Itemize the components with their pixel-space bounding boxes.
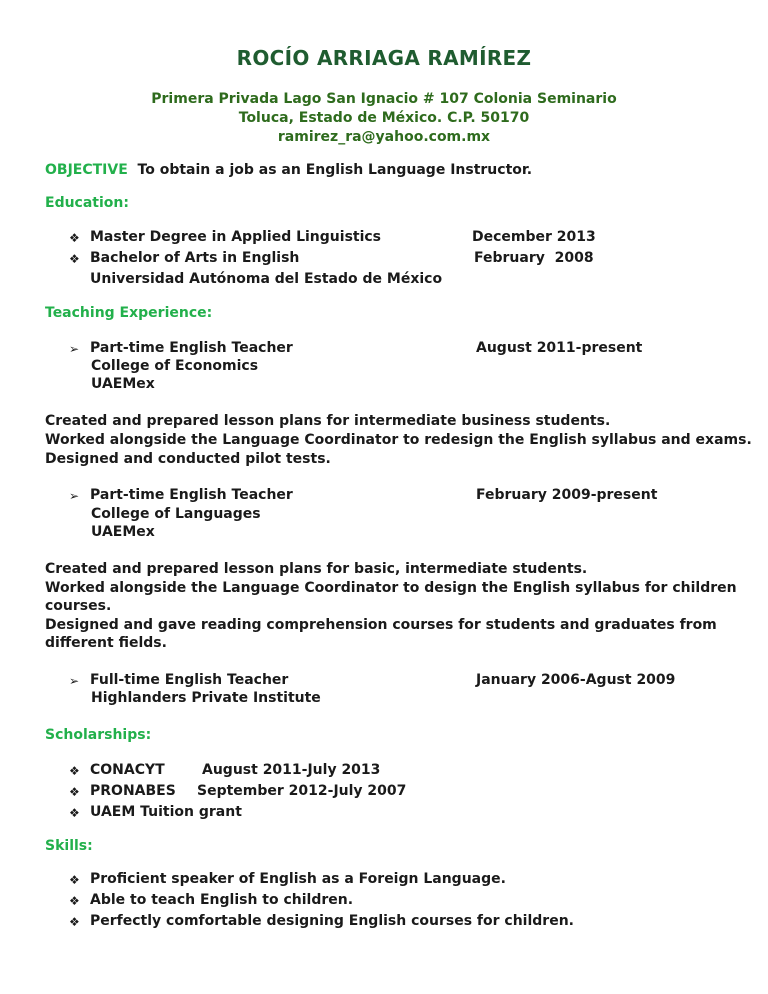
education-item-1-date: December 2013 [472,229,596,245]
job-2-desc-2-cont: courses. [45,598,112,614]
diamond-bullet-icon: ❖ [69,894,80,908]
job-2-desc-2: Worked alongside the Language Coordinator to design the English syllabus for children [45,580,737,596]
education-item-2-title: Bachelor of Arts in English [90,250,300,266]
candidate-name: ROCÍO ARRIAGA RAMÍREZ [236,46,532,70]
arrowhead-bullet-icon: ➢ [69,342,80,356]
diamond-bullet-icon: ❖ [69,231,80,245]
diamond-bullet-icon: ❖ [69,873,80,887]
diamond-bullet-icon: ❖ [69,764,80,778]
skill-1: Proficient speaker of English as a Foreign Language. [90,871,506,887]
job-2-desc-1: Created and prepared lesson plans for basic, intermediate students. [45,561,588,577]
email-address: ramirez_ra@yahoo.com.mx [277,129,491,145]
diamond-bullet-icon: ❖ [69,915,80,929]
job-2-date: February 2009-present [476,487,658,503]
job-1-date: August 2011-present [476,340,643,356]
education-institution: Universidad Autónoma del Estado de México [90,271,443,287]
objective-line [45,162,532,178]
job-3-place: Highlanders Private Institute [91,690,321,706]
education-heading: Education: [45,195,129,211]
scholarship-2-period: September 2012-July 2007 [197,783,407,799]
skill-3: Perfectly comfortable designing English courses for children. [90,913,574,929]
diamond-bullet-icon: ❖ [69,785,80,799]
job-1-desc-3: Designed and conducted pilot tests. [45,451,331,467]
skills-heading: Skills: [45,838,93,854]
job-2-institution: UAEMex [91,524,155,540]
job-1-desc-1: Created and prepared lesson plans for intermediate business students. [45,413,611,429]
diamond-bullet-icon: ❖ [69,806,80,820]
job-2-desc-3: Designed and gave reading comprehension courses for students and graduates from [45,617,717,633]
scholarships-heading: Scholarships: [45,727,152,743]
job-2-desc-3-cont: different fields. [45,635,167,651]
education-item-1-title: Master Degree in Applied Linguistics [90,229,382,245]
scholarship-1-name: CONACYT [90,762,165,778]
arrowhead-bullet-icon: ➢ [69,674,80,688]
job-2-place: College of Languages [91,506,261,522]
job-3-date: January 2006-Agust 2009 [476,672,676,688]
skill-2: Able to teach English to children. [90,892,354,908]
diamond-bullet-icon: ❖ [69,252,80,266]
address-line-1: Primera Privada Lago San Ignacio # 107 Colonia Seminario [151,91,617,107]
education-item-2-date: February 2008 [474,250,594,266]
job-1-institution: UAEMex [91,376,155,392]
scholarship-2-name: PRONABES [90,783,176,799]
job-1-desc-2: Worked alongside the Language Coordinator to redesign the English syllabus and exams. [45,432,752,448]
job-1-place: College of Economics [91,358,259,374]
address-line-2: Toluca, Estado de México. C.P. 50170 [238,110,530,126]
objective-text: To obtain a job as an English Language Instructor. [137,162,533,178]
arrowhead-bullet-icon: ➢ [69,489,80,503]
job-1-title: Part-time English Teacher [90,340,293,356]
teaching-heading: Teaching Experience: [45,305,213,321]
objective-label: OBJECTIVE [45,162,128,178]
job-3-title: Full-time English Teacher [90,672,289,688]
scholarship-1-period: August 2011-July 2013 [202,762,381,778]
scholarship-3-name: UAEM Tuition grant [90,804,242,820]
job-2-title: Part-time English Teacher [90,487,293,503]
